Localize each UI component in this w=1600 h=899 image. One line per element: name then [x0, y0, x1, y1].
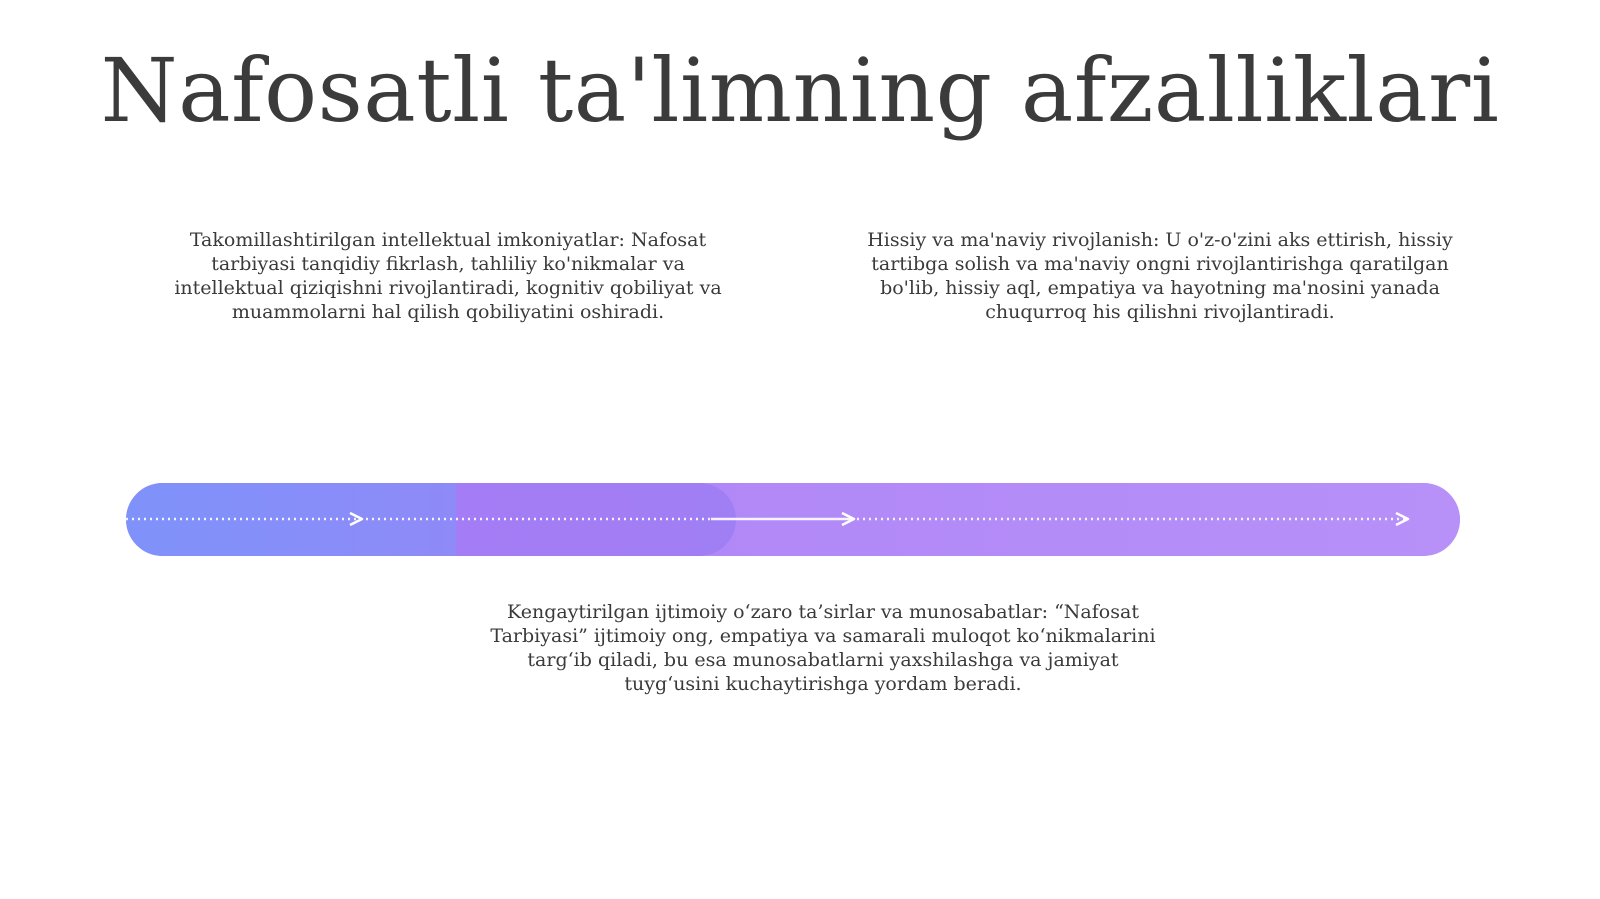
timeline-flow-arrows — [126, 483, 1460, 556]
benefit-text-emotional: Hissiy va ma'naviy rivojlanish: U o'z-o'zini aks ettirish, hissiy tartibga solish va ma'naviy ongni rivojlantirishga qaratilgan bo'lib, hissiy aql, empatiya va hayotning ma'nosini yanada chuqurroq his qilishni rivojlantiradi. — [867, 229, 1453, 323]
slide-title: Nafosatli ta'limning afzalliklari — [100, 39, 1500, 142]
benefit-text-social: Kengaytirilgan ijtimoiy o‘zaro ta’sirlar va munosabatlar: “Nafosat Tarbiyasi” ijtimoiy ong, empatiya va samarali muloqot ko‘nikmalarini targ‘ib qiladi, bu esa munosabatlarni yaxshilashga va jamiyat tuyg‘usini kuchaytirishga yordam beradi. — [490, 601, 1156, 695]
timeline-bar — [126, 483, 1460, 556]
benefit-text-intellectual: Takomillashtirilgan intellektual imkoniyatlar: Nafosat tarbiyasi tanqidiy fikrlash, tahliliy ko'nikmalar va intellektual qiziqishni rivojlantiradi, kognitiv qobiliyat va muammolarni hal qilish qobiliyatini oshiradi. — [174, 229, 722, 323]
